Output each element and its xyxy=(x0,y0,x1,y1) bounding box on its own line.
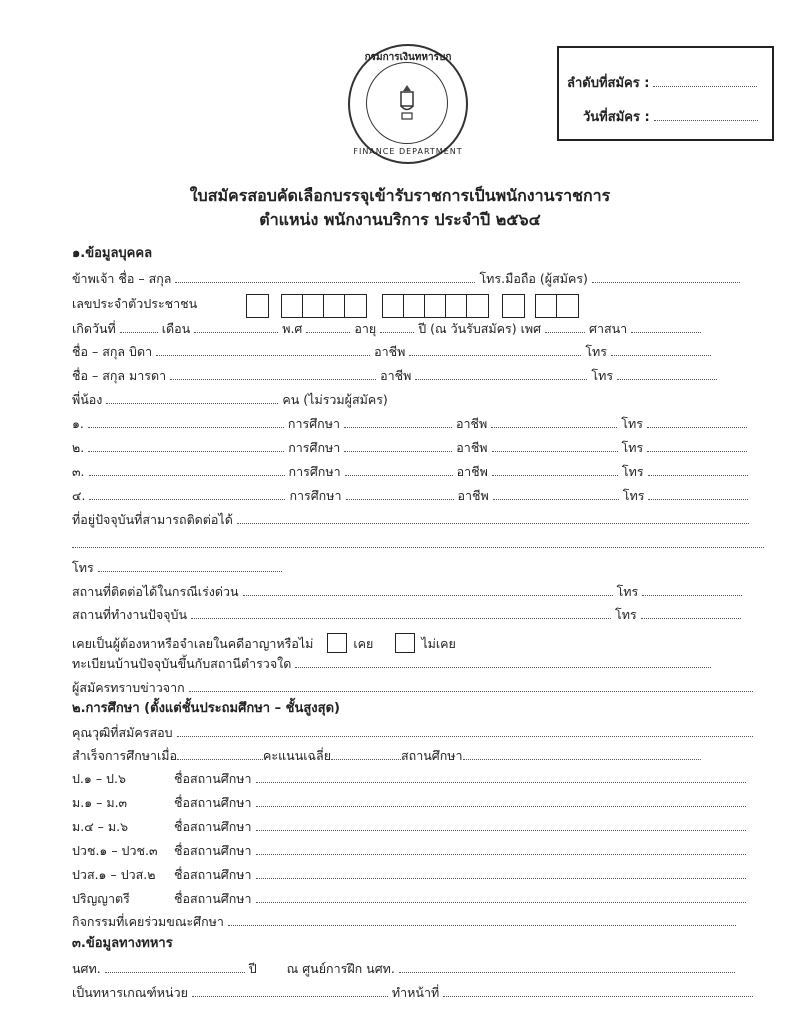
section3-heading: ๓.ข้อมูลทางทหาร xyxy=(72,936,173,951)
siblings-count-field[interactable] xyxy=(106,389,278,404)
application-order-field[interactable] xyxy=(653,72,757,87)
education-level-row-2: ม.๑ – ม.๓ ชื่อสถานศึกษา xyxy=(72,792,750,812)
news-source-row: ผู้สมัครทราบข่าวจาก xyxy=(72,677,757,697)
graduation-institution-field[interactable] xyxy=(463,745,701,760)
address-phone-field[interactable] xyxy=(98,557,282,572)
applicant-name-row: ข้าพเจ้า ชื่อ – สกุล โทร.มือถือ (ผู้สมัคร) xyxy=(72,268,744,288)
form-title: ใบสมัครสอบคัดเลือกบรรจุเข้ารับราชการเป็นพนักงานราชการ xyxy=(189,186,611,205)
seal-top-text: กรมการเงินทหารบก xyxy=(364,52,452,63)
birth-month-field[interactable] xyxy=(194,318,278,333)
mobile-field[interactable] xyxy=(592,268,740,283)
sibling-2-phone-field[interactable] xyxy=(647,437,747,452)
application-order-row: ลำดับที่สมัคร : xyxy=(567,72,761,93)
rotc-center-field[interactable] xyxy=(399,958,735,973)
application-date-row: วันที่สมัคร : xyxy=(583,106,762,127)
sibling-3-occupation-field[interactable] xyxy=(492,461,618,476)
religion-field[interactable] xyxy=(631,318,701,333)
sibling-1-name-field[interactable] xyxy=(88,413,284,428)
emergency-row: สถานที่ติดต่อได้ในกรณีเร่งด่วน โทร xyxy=(72,581,746,601)
father-name-field[interactable] xyxy=(156,341,370,356)
form-subtitle: ตำแหน่ง พนักงานบริการ ประจำปี ๒๕๖๔ xyxy=(259,210,541,229)
emergency-contact-field[interactable] xyxy=(243,581,613,596)
mother-name-field[interactable] xyxy=(170,365,376,380)
gpa-field[interactable] xyxy=(331,745,401,760)
criminal-yes-checkbox[interactable] xyxy=(327,633,347,653)
sibling-2-occupation-field[interactable] xyxy=(492,437,618,452)
address-field[interactable] xyxy=(237,509,749,524)
sibling-1-phone-field[interactable] xyxy=(647,413,747,428)
sibling-4-name-field[interactable] xyxy=(89,485,285,500)
father-phone-field[interactable] xyxy=(611,341,711,356)
sibling-3-phone-field[interactable] xyxy=(648,461,748,476)
address-field-line2[interactable] xyxy=(72,533,764,548)
education-level-row-5: ปวส.๑ – ปวส.๒ ชื่อสถานศึกษา xyxy=(72,864,750,884)
sibling-3-education-field[interactable] xyxy=(345,461,453,476)
school-bachelor-field[interactable] xyxy=(256,888,746,903)
graduation-date-field[interactable] xyxy=(177,745,263,760)
criminal-no-checkbox[interactable] xyxy=(395,633,415,653)
sibling-4-phone-field[interactable] xyxy=(648,485,748,500)
education-level-row-4: ปวช.๑ – ปวช.๓ ชื่อสถานศึกษา xyxy=(72,840,750,860)
conscript-row: เป็นทหารเกณฑ์หน่วย ทำหน้าที่ xyxy=(72,982,757,1002)
sibling-1-occupation-field[interactable] xyxy=(491,413,617,428)
address-row-2 xyxy=(72,533,768,553)
school-primary-field[interactable] xyxy=(256,768,746,783)
police-station-field[interactable] xyxy=(295,653,711,668)
school-vocational-cert-field[interactable] xyxy=(256,840,746,855)
news-source-field[interactable] xyxy=(189,677,753,692)
birth-year-field[interactable] xyxy=(306,318,350,333)
sibling-2-education-field[interactable] xyxy=(344,437,452,452)
id-digit-group-2[interactable] xyxy=(281,294,367,318)
workplace-row: สถานที่ทำงานปัจจุบัน โทร xyxy=(72,604,745,624)
school-lower-secondary-field[interactable] xyxy=(256,792,746,807)
applicant-name-field[interactable] xyxy=(175,268,475,283)
sibling-4-occupation-field[interactable] xyxy=(493,485,619,500)
id-digit-group-5[interactable] xyxy=(535,294,579,318)
qualification-field[interactable] xyxy=(177,722,753,737)
mother-row: ชื่อ – สกุล มารดา อาชีพ โทร xyxy=(72,365,721,385)
school-high-vocational-field[interactable] xyxy=(256,864,746,879)
section1-heading: ๑.ข้อมูลบุคคล xyxy=(72,246,153,261)
address-row: ที่อยู่ปัจจุบันที่สามารถติดต่อได้ xyxy=(72,509,753,529)
mother-occupation-field[interactable] xyxy=(415,365,587,380)
qualification-row: คุณวุฒิที่สมัครสอบ xyxy=(72,722,757,742)
address-phone-row: โทร xyxy=(72,557,286,577)
rotc-years-field[interactable] xyxy=(105,958,245,973)
education-level-row-1: ป.๑ – ป.๖ ชื่อสถานศึกษา xyxy=(72,768,750,788)
activities-field[interactable] xyxy=(228,911,736,926)
id-row-label: เลขประจำตัวประชาชน xyxy=(72,296,198,311)
id-digit-group-4[interactable] xyxy=(502,294,525,318)
sibling-row-2: ๒. การศึกษา อาชีพ โทร xyxy=(72,437,751,457)
sibling-4-education-field[interactable] xyxy=(346,485,454,500)
mother-phone-field[interactable] xyxy=(617,365,717,380)
father-row: ชื่อ – สกุล บิดา อาชีพ โทร xyxy=(72,341,715,361)
birth-row: เกิดวันที่ เดือน พ.ศ อายุ ปี (ณ วันรับสมัคร) เพศ ศาสนา xyxy=(72,318,705,338)
criminal-row: เคยเป็นผู้ต้องหาหรือจำเลยในคดีอาญาหรือไม่ เคย ไม่เคย xyxy=(72,628,456,648)
sibling-row-1: ๑. การศึกษา อาชีพ โทร xyxy=(72,413,751,433)
age-field[interactable] xyxy=(380,318,414,333)
conscript-unit-field[interactable] xyxy=(192,982,388,997)
rotc-row: นศท. ปี ณ ศูนย์การฝึก นศท. xyxy=(72,958,739,978)
father-occupation-field[interactable] xyxy=(409,341,581,356)
seal-inner-ring xyxy=(366,62,448,144)
police-station-row: ทะเบียนบ้านปัจจุบันขึ้นกับสถานีตำรวจใด xyxy=(72,653,715,673)
section2-heading: ๒.การศึกษา (ตั้งแต่ชั้นประถมศึกษา – ชั้นสูงสุด) xyxy=(72,701,340,716)
education-level-row-3: ม.๔ – ม.๖ ชื่อสถานศึกษา xyxy=(72,816,750,836)
workplace-phone-field[interactable] xyxy=(641,604,741,619)
sibling-row-4: ๔. การศึกษา อาชีพ โทร xyxy=(72,485,752,505)
activities-row: กิจกรรมที่เคยร่วมขณะศึกษา xyxy=(72,911,740,931)
elephant-emblem-icon xyxy=(395,83,419,123)
emergency-phone-field[interactable] xyxy=(642,581,742,596)
id-digit-group-1[interactable] xyxy=(246,294,269,318)
sibling-2-name-field[interactable] xyxy=(88,437,284,452)
id-digit-group-3[interactable] xyxy=(382,294,489,318)
workplace-field[interactable] xyxy=(191,604,611,619)
conscript-duty-field[interactable] xyxy=(443,982,753,997)
siblings-row: พี่น้อง คน (ไม่รวมผู้สมัคร) xyxy=(72,389,388,409)
application-date-field[interactable] xyxy=(654,106,758,121)
finance-department-seal xyxy=(348,44,468,164)
gender-field[interactable] xyxy=(545,318,585,333)
sibling-1-education-field[interactable] xyxy=(344,413,452,428)
seal-bottom-text: FINANCE DEPARTMENT xyxy=(353,147,463,156)
graduation-row: สำเร็จการศึกษาเมื่อ คะแนนเฉลี่ย สถานศึกษา xyxy=(72,745,701,765)
sibling-row-3: ๓. การศึกษา อาชีพ โทร xyxy=(72,461,752,481)
education-level-row-6: ปริญญาตรี ชื่อสถานศึกษา xyxy=(72,888,750,908)
birth-day-field[interactable] xyxy=(120,318,158,333)
school-upper-secondary-field[interactable] xyxy=(256,816,746,831)
application-number-box xyxy=(557,46,774,141)
sibling-3-name-field[interactable] xyxy=(89,461,285,476)
